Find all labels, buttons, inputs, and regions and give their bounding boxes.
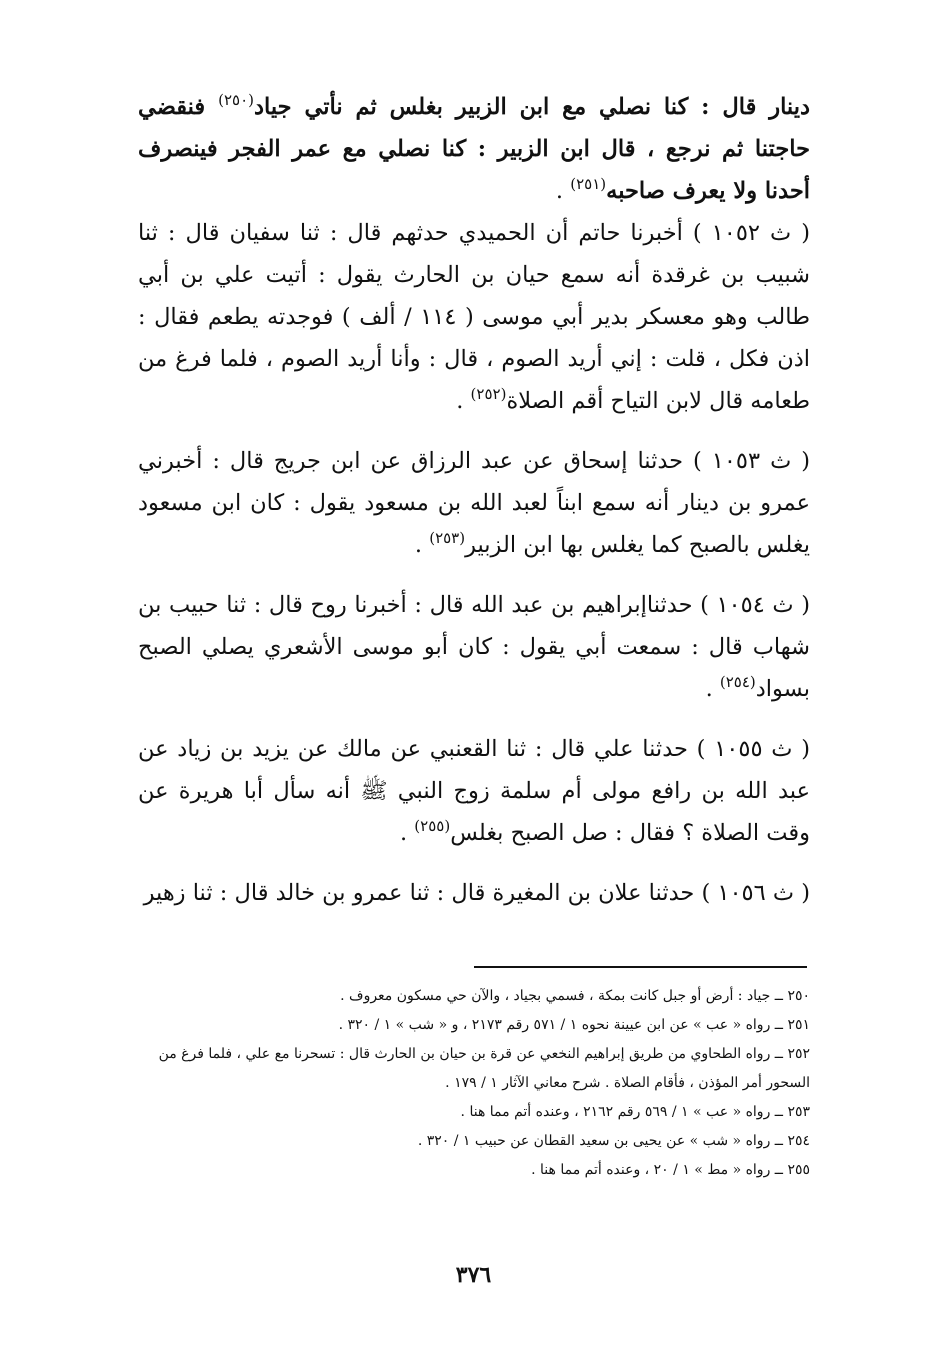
footnotes (138, 982, 810, 1185)
paragraph-text: ( ث ١٠٥٤ ) حدثناإبراهيم بن عبد الله قال : أخبرنا روح قال : ثنا حبيب بن شهاب قال : سمعت أبي يقول : كان أبو موسى الأشعري يصلي الصبح بسواد (138, 592, 810, 702)
footnote-ref-251[interactable]: (٢٥١) (570, 175, 607, 193)
footnote-254: ٢٥٤ ــ رواه « شب » عن يحيى بن سعيد القطان عن حبيب ١ / ٣٢٠ . (417, 1133, 810, 1149)
hadith-1053 (138, 440, 810, 566)
footnote-separator (474, 966, 807, 968)
hadith-1056 (138, 872, 810, 914)
paragraph-end: . (456, 388, 471, 414)
footnote-253: ٢٥٣ ــ رواه « عب » ١ / ٥٦٩ رقم ٢١٦٢ ، وعنده أتم مما هنا . (460, 1104, 810, 1120)
main-text (138, 86, 810, 914)
paragraph-end: . (414, 532, 430, 558)
paragraph-text: ( ث ١٠٥٥ ) حدثنا علي قال : ثنا القعنبي عن مالك عن يزيد بن زياد عن عبد الله بن رافع مولى أم سلمة زوج النبي ﷺ أنه سأل أبا هريرة عن وقت الصلاة ؟ فقال : صل الصبح بغلس (138, 736, 811, 846)
page-number: ٣٧٦ (455, 1262, 492, 1288)
footnote-ref-250[interactable]: (٢٥٠) (218, 91, 254, 109)
paragraph-text: فنقضي حاجتنا ثم نرجع ، قال ابن الزبير : كنا نصلي مع عمر الفجر فينصرف أحدنا ولا يعرف صاحبه (138, 94, 810, 204)
paragraph-text: ( ث ١٠٥٣ ) حدثنا إسحاق عن عبد الرزاق عن ابن جريج قال : أخبرني عمرو بن دينار أنه سمع ابناً لعبد الله بن مسعود يقول : كان ابن مسعود يغلس بالصبح كما يغلس بها ابن الزبير (138, 448, 810, 558)
footnote-252: ٢٥٢ ــ رواه الطحاوي من طريق إبراهيم النخعي عن قرة بن حيان بن الحارث قال : تسحرنا مع علي ، فلما فرغ من السحور أمر المؤذن ، فأقام الصلاة . شرح معاني الآثار ١ / ١٧٩ . (158, 1046, 810, 1091)
paragraph-end: . (555, 178, 571, 204)
footnote-255: ٢٥٥ ــ رواه « مط » ١ / ٢٠ ، وعنده أتم مما هنا . (531, 1162, 810, 1178)
hadith-1055 (138, 728, 810, 854)
footnote-250: ٢٥٠ ــ جياد : أرض أو جبل كانت بمكة ، فسمي بجياد ، والآن حي مسكون معروف . (340, 988, 810, 1004)
paragraph-continuation (138, 86, 810, 212)
paragraph-text: ( ث ١٠٥٦ ) حدثنا علان بن المغيرة قال : ثنا عمرو بن خالد قال : ثنا زهير (143, 880, 810, 906)
paragraph-text: ( ث ١٠٥٢ ) أخبرنا حاتم أن الحميدي حدثهم قال : ثنا سفيان قال : ثنا شبيب بن غرقدة أنه سمع حيان بن الحارث يقول : أتيت علي بن أبي طالب وهو معسكر بدير أبي موسى ( ١١٤ / ألف ) فوجدته يطعم فقال : اذن فكل ، قلت : إني أريد الصوم ، قال : وأنا أريد الصوم ، فلما فرغ من طعامه قال لابن التياح أقم الصلاة (138, 220, 811, 414)
footnote-ref-252[interactable]: (٢٥٢) (470, 385, 507, 403)
footnote-251: ٢٥١ ــ رواه « عب » عن ابن عيينة نحوه ١ / ٥٧١ رقم ٢١٧٣ ، و « شب » ١ / ٣٢٠ . (338, 1017, 810, 1033)
paragraph-end: . (399, 820, 415, 846)
hadith-1054 (138, 584, 810, 710)
footnote-ref-255[interactable]: (٢٥٥) (414, 817, 451, 835)
footnote-ref-253[interactable]: (٢٥٣) (429, 529, 466, 547)
paragraph-end: . (705, 676, 720, 702)
footnote-ref-254[interactable]: (٢٥٤) (719, 673, 756, 691)
paragraph-text: دينار قال : كنا نصلي مع ابن الزبير بغلس ثم نأتي جياد (253, 94, 811, 120)
hadith-1052 (138, 212, 810, 422)
